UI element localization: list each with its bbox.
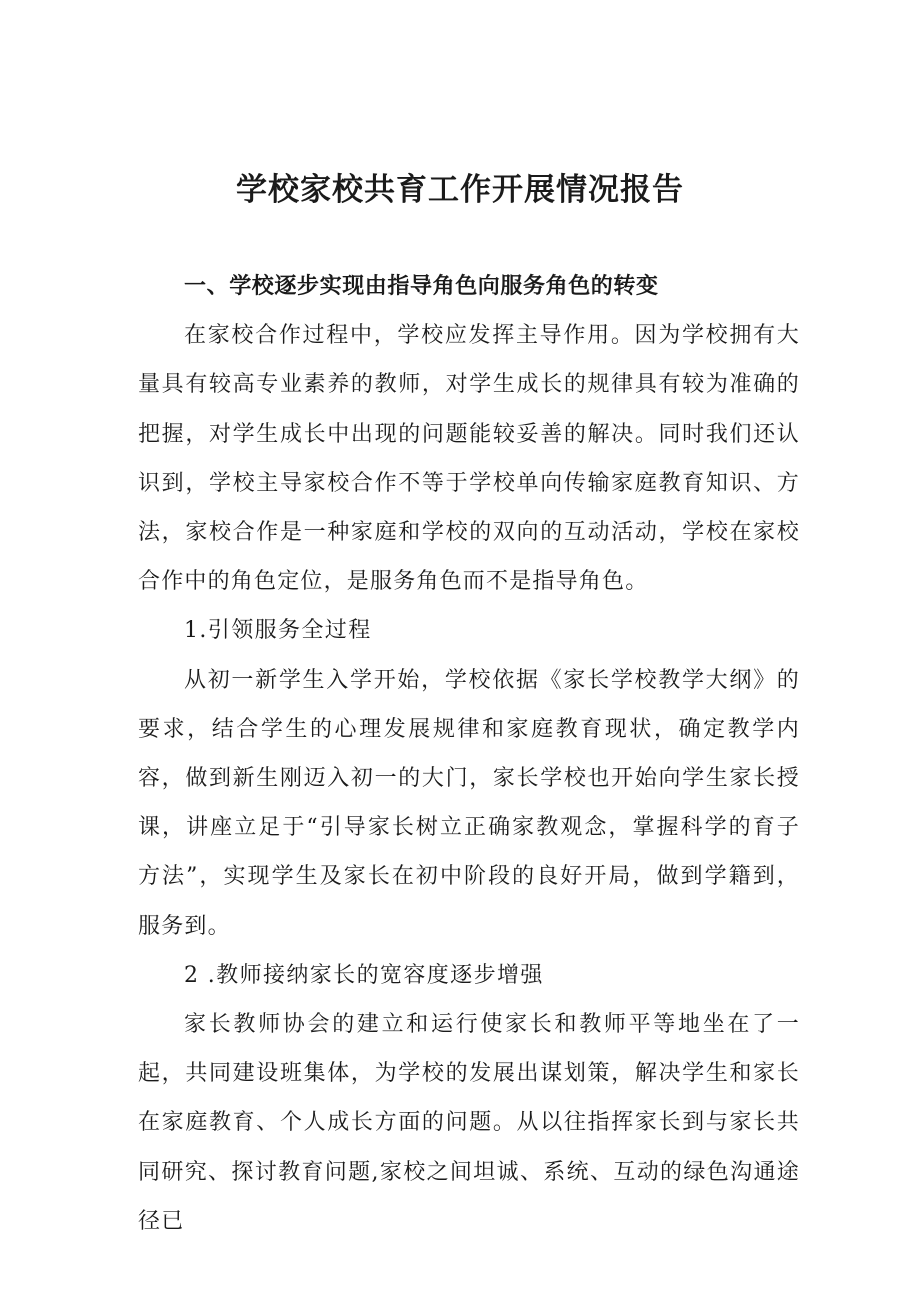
document-body	[138, 262, 800, 1246]
item-1-paragraph: 从初一新学生入学开始，学校依据《家长学校教学大纲》的要求，结合学生的心理发展规律和家庭教育现状，确定教学内容，做到新生刚迈入初一的大门，家长学校也开始向学生家长授课，讲座立足于“引导家长树立正确家教观念，掌握科学的育子方法”，实现学生及家长在初中阶段的良好开局，做到学籍到，服务到。	[138, 667, 800, 939]
section-heading: 一、学校逐步实现由指导角色向服务角色的转变	[184, 274, 659, 299]
document-title: 学校家校共育工作开展情况报告	[236, 172, 684, 208]
item-2-paragraph: 家长教师协会的建立和运行使家长和教师平等地坐在了一起，共同建设班集体，为学校的发展出谋划策，解决学生和家长在家庭教育、个人成长方面的问题。从以往指挥家长到与家长共同研究、探讨教育问题,家校之间坦诚、系统、互动的绿色沟通途径已	[138, 1012, 800, 1234]
section-intro-paragraph: 在家校合作过程中，学校应发挥主导作用。因为学校拥有大量具有较高专业素养的教师，对学生成长的规律具有较为准确的把握，对学生成长中出现的问题能较妥善的解决。同时我们还认识到，学校主导家校合作不等于学校单向传输家庭教育知识、方法，家校合作是一种家庭和学校的双向的互动活动，学校在家校合作中的角色定位，是服务角色而不是指导角色。	[138, 323, 800, 595]
item-1-heading: 1.引领服务全过程	[184, 618, 372, 644]
item-2-heading: 2 .教师接纳家长的宽容度逐步增强	[184, 962, 544, 988]
